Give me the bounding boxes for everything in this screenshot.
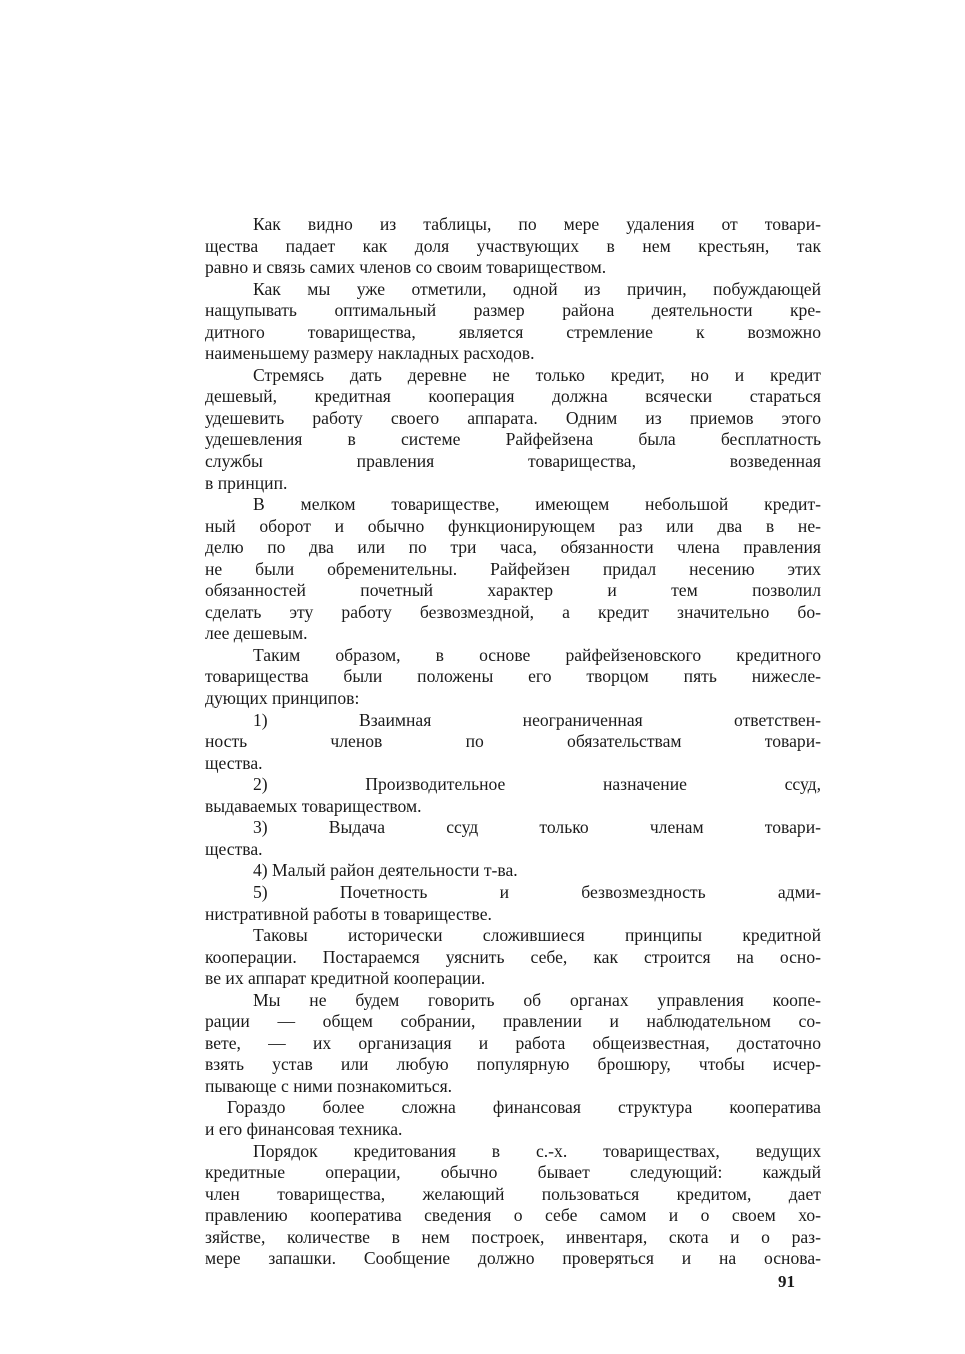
text-line bbox=[205, 666, 821, 688]
text-line bbox=[205, 1011, 821, 1033]
text-line-content: вете, — их организация и работа общеизвестная, достаточно bbox=[205, 1032, 821, 1053]
text-line-content: дующих принципов: bbox=[205, 688, 360, 709]
text-line-content: правлению кооператива сведения о себе самом и о своем хо- bbox=[205, 1205, 821, 1226]
text-line-content: Как видно из таблицы, по мере удаления от товари- bbox=[253, 214, 821, 234]
text-line bbox=[205, 904, 821, 926]
text-line bbox=[205, 343, 821, 365]
text-line bbox=[205, 602, 821, 624]
text-line bbox=[205, 429, 821, 451]
page-number: 91 bbox=[778, 1272, 795, 1291]
text-line-content: щества падает как доля участвующих в нем крестьян, так bbox=[205, 235, 821, 256]
text-line-content: Как мы уже отметили, одной из причин, побуждающей bbox=[253, 278, 821, 299]
text-line bbox=[205, 1162, 821, 1184]
text-line-content: кооперации. Постараемся уяснить себе, как строится на осно- bbox=[205, 946, 821, 967]
text-line-content: дешевый, кредитная кооперация должна всячески стараться bbox=[205, 386, 821, 407]
text-line bbox=[205, 753, 821, 775]
text-line-content: службы правления товарищества, возведенная bbox=[205, 451, 821, 472]
text-line-content: щества. bbox=[205, 752, 263, 773]
text-line bbox=[205, 365, 821, 387]
text-line bbox=[205, 1097, 821, 1119]
text-line bbox=[205, 322, 821, 344]
text-line-content: 4) Малый район деятельности т-ва. bbox=[253, 860, 518, 881]
body-text bbox=[205, 214, 821, 1270]
text-line-content: Стремясь дать деревне не только кредит, но и кредит bbox=[253, 364, 821, 385]
text-line-content: удешевления в системе Райфейзена была бесплатность bbox=[205, 429, 821, 450]
text-line-content: член товарищества, желающий пользоваться кредитом, дает bbox=[205, 1183, 821, 1204]
text-line-content: 2) Производительное назначение ссуд, bbox=[253, 774, 821, 795]
text-line-content: наименьшему размеру накладных расходов. bbox=[205, 343, 535, 364]
text-line bbox=[205, 1076, 821, 1098]
text-line bbox=[205, 860, 821, 882]
text-line bbox=[205, 300, 821, 322]
text-line bbox=[205, 947, 821, 969]
text-line bbox=[205, 537, 821, 559]
text-line bbox=[205, 1248, 821, 1270]
text-line-content: обязанностей почетный характер и тем позволил bbox=[205, 580, 821, 601]
text-line-content: Таким образом, в основе райфейзеновского кредитного bbox=[253, 644, 821, 665]
text-line bbox=[205, 731, 821, 753]
text-line bbox=[205, 968, 821, 990]
text-line-content: 3) Выдача ссуд только членам товари- bbox=[253, 817, 821, 838]
text-line bbox=[205, 1119, 821, 1141]
text-line bbox=[205, 796, 821, 818]
text-line-content: В мелком товариществе, имеющем небольшой кредит- bbox=[253, 494, 821, 515]
text-line bbox=[205, 925, 821, 947]
text-line bbox=[205, 839, 821, 861]
text-line bbox=[205, 1184, 821, 1206]
text-line-content: в принцип. bbox=[205, 472, 288, 493]
text-line bbox=[205, 516, 821, 538]
text-line bbox=[205, 580, 821, 602]
text-line bbox=[205, 645, 821, 667]
text-line bbox=[205, 473, 821, 495]
text-line bbox=[205, 817, 821, 839]
text-line bbox=[205, 408, 821, 430]
text-line-content: и его финансовая техника. bbox=[205, 1118, 403, 1139]
text-line-content: кредитные операции, обычно бывает следующий: каждый bbox=[205, 1162, 821, 1183]
text-line-content: мере запашки. Сообщение должно проверяться и на основа- bbox=[205, 1248, 821, 1269]
text-line-content: удешевить работу своего аппарата. Одним из приемов этого bbox=[205, 407, 821, 428]
text-line-content: не были обременительны. Райфейзен придал несению этих bbox=[205, 558, 821, 579]
text-line-content: делю по два или по три часа, обязанности члена правления bbox=[205, 537, 821, 558]
text-line-content: Мы не будем говорить об органах управления коопе- bbox=[253, 989, 821, 1010]
text-line-content: 1) Взаимная неограниченная ответствен- bbox=[253, 709, 821, 730]
text-line bbox=[205, 1205, 821, 1227]
text-line bbox=[205, 1054, 821, 1076]
text-line bbox=[205, 214, 821, 236]
text-line-content: нистративной работы в товариществе. bbox=[205, 903, 492, 924]
text-line-content: 5) Почетность и безвозмездность адми- bbox=[253, 881, 821, 902]
text-line-content: сделать эту работу безвозмездной, а кредит значительно бо- bbox=[205, 601, 821, 622]
text-line bbox=[205, 236, 821, 258]
text-line-content: ный оборот и обычно функционирующем раз или два в не- bbox=[205, 515, 821, 536]
text-line-content: зяйстве, количестве в нем построек, инвентаря, скота и о раз- bbox=[205, 1226, 821, 1247]
text-line bbox=[205, 710, 821, 732]
text-line bbox=[205, 774, 821, 796]
text-line bbox=[205, 279, 821, 301]
text-line bbox=[205, 559, 821, 581]
text-line-content: товарищества были положены его творцом пять нижесле- bbox=[205, 666, 821, 687]
text-line-content: ве их аппарат кредитной кооперации. bbox=[205, 968, 486, 989]
text-line-content: нащупывать оптимальный размер района деятельности кре- bbox=[205, 300, 821, 321]
text-line-content: равно и связь самих членов со своим товариществом. bbox=[205, 257, 607, 278]
text-line-content: пывающе с ними познакомиться. bbox=[205, 1075, 453, 1096]
text-line bbox=[205, 1227, 821, 1249]
text-line bbox=[205, 1141, 821, 1163]
text-line-content: щества. bbox=[205, 838, 263, 859]
text-line bbox=[205, 1033, 821, 1055]
text-line-content: ность членов по обязательствам товари- bbox=[205, 731, 821, 752]
text-line-content: Порядок кредитования в с.-х. товариществах, ведущих bbox=[253, 1140, 821, 1161]
text-line-content: лее дешевым. bbox=[205, 623, 308, 644]
text-line-content: дитного товарищества, является стремление к возможно bbox=[205, 321, 821, 342]
text-line-content: выдаваемых товариществом. bbox=[205, 795, 422, 816]
text-line bbox=[205, 882, 821, 904]
text-line-content: Гораздо более сложна финансовая структура кооператива bbox=[227, 1097, 821, 1118]
text-line bbox=[205, 257, 821, 279]
text-line bbox=[205, 623, 821, 645]
text-line bbox=[205, 494, 821, 516]
text-line bbox=[205, 386, 821, 408]
text-line-content: рации — общем собрании, правлении и наблюдательном со- bbox=[205, 1011, 821, 1032]
text-line bbox=[205, 990, 821, 1012]
text-line-content: взять устав или любую популярную брошюру, чтобы исчер- bbox=[205, 1054, 821, 1075]
text-line bbox=[205, 688, 821, 710]
text-line-content: Таковы исторически сложившиеся принципы кредитной bbox=[253, 925, 821, 946]
text-line bbox=[205, 451, 821, 473]
